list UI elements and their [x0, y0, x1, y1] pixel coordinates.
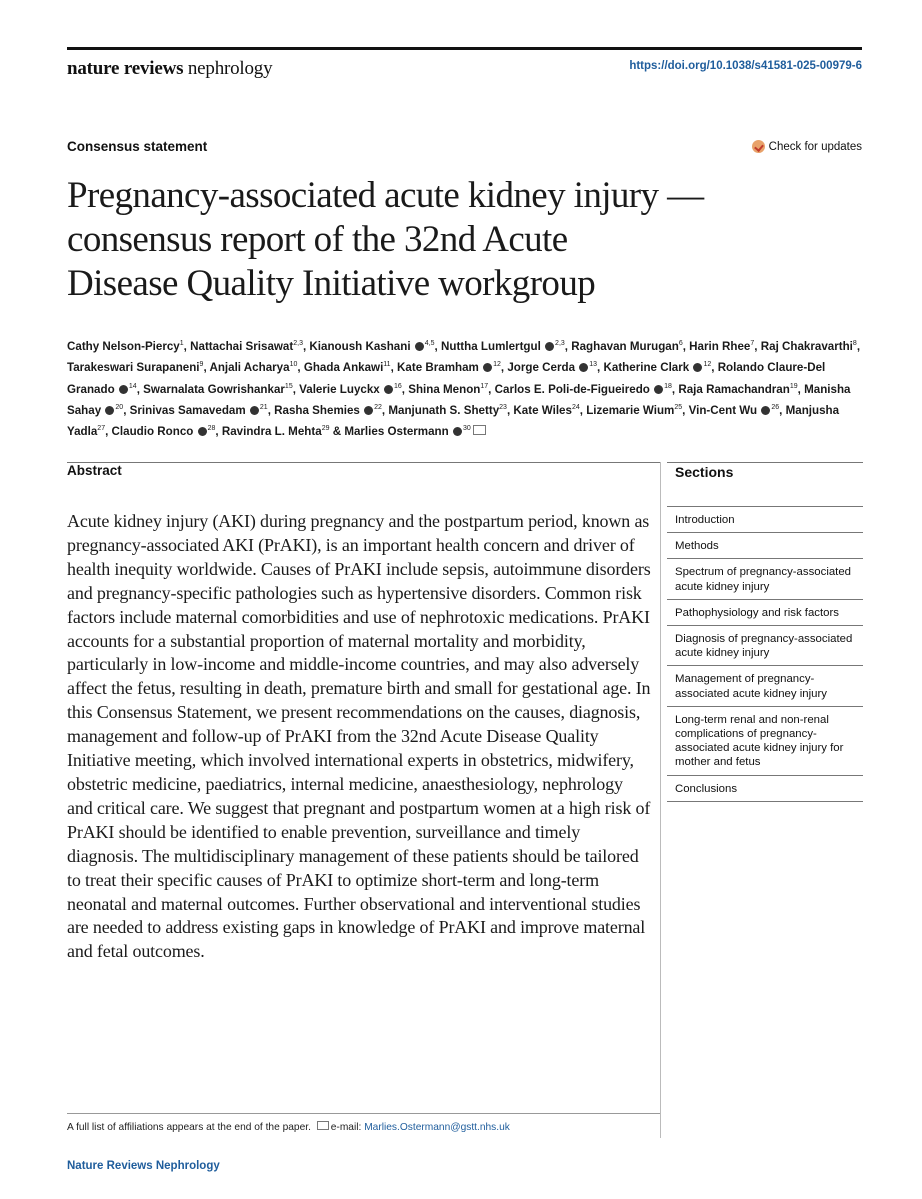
orcid-icon[interactable]	[654, 385, 663, 394]
abstract-text	[67, 510, 652, 964]
author-name[interactable]: Rasha Shemies	[274, 403, 360, 417]
author-name[interactable]: Ravindra L. Mehta	[221, 425, 322, 439]
section-link[interactable]: Long-term renal and non-renal complications of pregnancy-associated acute kidney injury for mother and fetus	[667, 706, 863, 775]
journal-name-light: nephrology	[187, 58, 273, 79]
author-name[interactable]: Tarakeswari Surapaneni	[67, 361, 200, 375]
section-link[interactable]: Methods	[667, 532, 863, 558]
check-updates-icon	[752, 140, 765, 153]
author-separator: ,	[292, 382, 300, 396]
sections-heading: Sections	[675, 464, 734, 480]
doi-link[interactable]: https://doi.org/10.1038/s41581-025-00979-6	[629, 60, 862, 72]
orcid-icon[interactable]	[453, 427, 462, 436]
author-separator: ,	[856, 339, 861, 353]
sections-nav	[667, 506, 863, 802]
orcid-icon[interactable]	[105, 406, 114, 415]
email-link[interactable]: Marlies.Ostermann@gstt.nhs.uk	[364, 1122, 510, 1133]
author-separator: ,	[671, 382, 679, 396]
footer-journal: Nature Reviews Nephrology	[67, 1160, 220, 1172]
affiliation-number: 28	[207, 425, 216, 433]
author-separator: ,	[779, 403, 786, 417]
author-name[interactable]: Shina Menon	[408, 382, 481, 396]
email-label: e-mail:	[330, 1122, 362, 1133]
orcid-icon[interactable]	[693, 363, 702, 372]
author-separator: ,	[203, 361, 210, 375]
author-name[interactable]: Harin Rhee	[689, 339, 751, 353]
affiliation-number: 10	[289, 361, 298, 369]
author-name[interactable]: Kate Bramham	[397, 361, 479, 375]
author-name[interactable]: Manjunath S. Shetty	[388, 403, 500, 417]
orcid-icon[interactable]	[761, 406, 770, 415]
mail-icon[interactable]	[473, 425, 486, 435]
author-separator: ,	[401, 382, 409, 396]
author-separator: ,	[215, 425, 222, 439]
section-link[interactable]: Spectrum of pregnancy-associated acute kidney injury	[667, 558, 863, 598]
affiliation-number: 30	[462, 425, 471, 433]
affiliation-number: 17	[480, 382, 489, 390]
author-name[interactable]: Anjali Acharya	[209, 361, 290, 375]
author-separator: ,	[564, 339, 572, 353]
footnote-rule	[67, 1113, 660, 1114]
top-rule	[67, 47, 862, 50]
affiliation-number: 18	[664, 382, 672, 390]
affiliation-number: 4,5	[424, 340, 435, 347]
mail-icon	[317, 1121, 329, 1130]
author-name[interactable]: Raj Chakravarthi	[760, 339, 853, 353]
article-type: Consensus statement	[67, 139, 208, 154]
author-name[interactable]: Kianoush Kashani	[309, 339, 411, 353]
affiliation-number: 13	[589, 361, 598, 369]
column-divider	[660, 462, 661, 1138]
section-link[interactable]: Pathophysiology and risk factors	[667, 599, 863, 625]
title-line: Disease Quality Initiative workgroup	[67, 263, 596, 304]
affiliation-number: 12	[493, 361, 501, 369]
author-separator: ,	[136, 382, 144, 396]
affiliation-number: 8	[852, 340, 857, 347]
affiliation-number: 21	[259, 404, 268, 412]
author-name[interactable]: Katherine Clark	[603, 361, 690, 375]
author-name[interactable]: Lizemarie Wium	[586, 403, 675, 417]
affiliation-number: 15	[284, 382, 293, 390]
author-separator: ,	[506, 403, 514, 417]
author-name[interactable]: Ghada Ankawi	[303, 361, 384, 375]
author-name[interactable]: Nattachai Srisawat	[190, 339, 294, 353]
author-separator: ,	[434, 339, 441, 353]
affiliation-number: 7	[750, 340, 755, 347]
affiliation-number: 29	[321, 425, 330, 433]
author-name[interactable]: Jorge Cerda	[507, 361, 576, 375]
affiliation-number: 27	[97, 425, 106, 433]
orcid-icon[interactable]	[198, 427, 207, 436]
journal-logo[interactable]	[67, 58, 272, 80]
affiliation-number: 16	[393, 382, 402, 390]
affiliation-number: 6	[678, 340, 683, 347]
author-separator: ,	[754, 339, 761, 353]
title-line: consensus report of the 32nd Acute	[67, 219, 568, 260]
author-name[interactable]: Raja Ramachandran	[678, 382, 790, 396]
author-name[interactable]: Carlos E. Poli-de-Figueiredo	[494, 382, 650, 396]
author-separator: ,	[105, 425, 112, 439]
section-link[interactable]: Introduction	[667, 506, 863, 532]
orcid-icon[interactable]	[483, 363, 492, 372]
author-name[interactable]: Valerie Luyckx	[299, 382, 380, 396]
affiliation-number: 25	[674, 404, 683, 412]
article-title	[67, 174, 847, 306]
author-name[interactable]: Kate Wiles	[513, 403, 572, 417]
author-separator: &	[329, 425, 345, 439]
author-separator: ,	[500, 361, 508, 375]
affiliation-number: 23	[499, 404, 507, 412]
author-separator: ,	[267, 403, 275, 417]
footnote-text: A full list of affiliations appears at the end of the paper.	[67, 1122, 311, 1133]
author-separator: ,	[488, 382, 495, 396]
title-line: Pregnancy-associated acute kidney injury —	[67, 175, 704, 216]
orcid-icon[interactable]	[119, 385, 128, 394]
author-separator: ,	[797, 382, 805, 396]
author-separator: ,	[682, 403, 689, 417]
affiliation-number: 9	[199, 361, 204, 369]
author-separator: ,	[297, 361, 304, 375]
affiliation-number: 26	[771, 404, 780, 412]
author-name[interactable]: Manjusha Yadla	[67, 403, 840, 439]
author-name[interactable]: Swarnalata Gowrishankar	[143, 382, 285, 396]
author-separator: ,	[390, 361, 398, 375]
affiliation-number: 22	[374, 404, 382, 412]
author-name[interactable]: Rolando Claure-Del Granado	[67, 361, 826, 396]
journal-name-bold: nature reviews	[67, 58, 184, 79]
orcid-icon[interactable]	[250, 406, 259, 415]
check-updates-button[interactable]	[752, 140, 862, 153]
orcid-icon[interactable]	[545, 342, 554, 351]
affiliation-number: 14	[128, 382, 137, 390]
affiliation-number: 2,3	[555, 340, 565, 347]
author-name[interactable]: Claudio Ronco	[111, 425, 194, 439]
author-separator: ,	[302, 339, 310, 353]
section-link[interactable]: Diagnosis of pregnancy-associated acute kidney injury	[667, 625, 863, 665]
orcid-icon[interactable]	[384, 385, 393, 394]
section-link[interactable]: Management of pregnancy-associated acute kidney injury	[667, 665, 863, 705]
check-updates-label: Check for updates	[768, 140, 862, 153]
author-name[interactable]: Vin-Cent Wu	[688, 403, 758, 417]
abstract-rule	[67, 462, 660, 463]
author-name[interactable]: Manisha Sahay	[67, 382, 851, 417]
author-separator: ,	[682, 339, 690, 353]
affiliation-number: 2,3	[293, 340, 303, 347]
orcid-icon[interactable]	[415, 342, 424, 351]
affiliation-number: 20	[115, 404, 124, 412]
abstract-heading: Abstract	[67, 463, 122, 478]
orcid-icon[interactable]	[364, 406, 373, 415]
author-name[interactable]: Raghavan Murugan	[571, 339, 679, 353]
section-link[interactable]: Conclusions	[667, 775, 863, 802]
affiliation-number: 19	[789, 382, 798, 390]
author-separator: ,	[183, 339, 191, 353]
author-separator: ,	[597, 361, 604, 375]
sections-rule	[667, 462, 863, 463]
author-separator: ,	[123, 403, 130, 417]
affiliation-number: 24	[571, 404, 580, 412]
author-name[interactable]: Marlies Ostermann	[344, 425, 449, 439]
author-separator: ,	[711, 361, 718, 375]
author-name[interactable]: Cathy Nelson-Piercy	[67, 339, 180, 353]
author-separator: ,	[579, 403, 587, 417]
footnote	[67, 1121, 510, 1133]
affiliation-number: 12	[703, 361, 712, 369]
author-separator: ,	[381, 403, 389, 417]
author-name[interactable]: Nuttha Lumlertgul	[440, 339, 541, 353]
orcid-icon[interactable]	[579, 363, 588, 372]
affiliation-number: 11	[383, 361, 391, 369]
author-name[interactable]: Srinivas Samavedam	[129, 403, 246, 417]
author-list	[67, 335, 867, 442]
affiliation-number: 1	[179, 340, 184, 347]
abstract-paragraph: Acute kidney injury (AKI) during pregnancy and the postpartum period, known as pregnancy-associated AKI (PrAKI), is an important health concern and driver of health inequity worldwide. Causes of PrAKI include sepsis, autoimmune disorders and pregnancy-specific pathologies such as hypertensive disorders. Common risk factors include maternal comorbidities and use of nephrotoxic medications. PrAKI accounts for a substantial proportion of maternal mortality and morbidity, particularly in low-income and middle-income countries, and may also adversely affect the fetus, resulting in death, premature birth and small for gestational age. In this Consensus Statement, we present recommendations on the causes, diagnosis, management and follow-up of PrAKI from the 32nd Acute Disease Quality Initiative meeting, which involved international experts in obstetrics, midwifery, obstetric medicine, paediatrics, internal medicine, anaesthesiology, nephrology and critical care. We suggest that pregnant and postpartum women at a high risk of PrAKI should be identified to enable prevention, surveillance and timely diagnosis. The multidisciplinary management of these patients should be tailored to treat their specific causes of PrAKI to optimize short-term and long-term neonatal and maternal outcomes. Further observational and interventional studies are needed to address existing gaps in knowledge of PrAKI and improve maternal and fetal outcomes.	[67, 511, 651, 962]
